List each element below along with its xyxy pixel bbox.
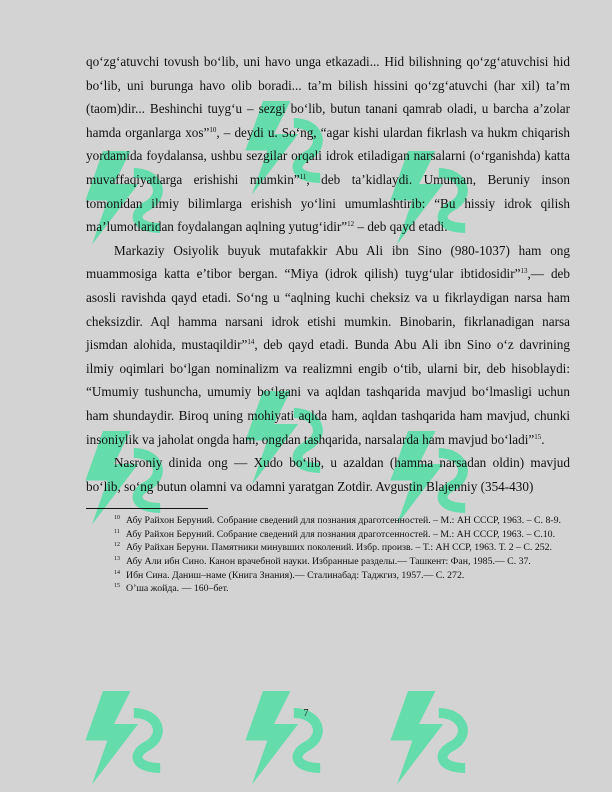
- footnote-reference[interactable]: 14: [247, 338, 255, 347]
- footnotes: [86, 514, 570, 596]
- paragraph-text: , – deydi u. So‘ng, “agar kishi ulardan fikrlash va hukm chiqarish yordamida foydalansa, ushbu sezgilar orqali idrok etiladigan narsalarni (o‘rganishda) katta muvaffaqiyatlarga erishishi mumkin”: [86, 124, 570, 187]
- footnote: [86, 569, 570, 583]
- footnote: [86, 514, 570, 528]
- watermark-logo-icon: [375, 680, 485, 790]
- document-page: [86, 50, 570, 596]
- paragraph: [86, 50, 570, 239]
- footnote-text: Абу Райхон Беруний. Собрание сведений для познания драготсенностей. – М.: АН СССР, 1963. – С.10.: [125, 528, 556, 540]
- footnote-number: 11: [114, 528, 120, 535]
- footnote-number: 13: [114, 556, 120, 563]
- footnote-text: Абу Райхон Беруний. Собрание сведений для познания драготсенностей. – М.: АН СССР, 1963. – С. 8-9.: [126, 515, 561, 527]
- paragraph-text: qo‘zg‘atuvchi tovush bo‘lib, uni havo unga etkazadi... Hid bilishning qo‘zg‘atuvchisi hid bo‘lib, uni burunga havo olib boradi... ta’m bilish hissini qo‘zg‘atuvchi (har xil) ta’m (taom)dir... Beshinchi tuyg‘u – sezgi bo‘lib, butun tanani qamrab oladi, u barcha a’zolar hamda organlarga xos”: [86, 54, 570, 140]
- paragraph-text: .: [541, 431, 545, 447]
- paragraph-text: ,— deb asosli ravishda qayd etadi. So‘ng u “aqlning kuchi cheksiz va u fikrlaydigan narsa ham cheksizdir. Aql hamma narsani idrok etishi mumkin. Binobarin, fikrlanadigan narsa jismdan alohida, mustaqildir”: [86, 266, 570, 353]
- paragraph-text: , deb ta’kidlaydi. Umuman, Beruniy inson tomonidan ilmiy bilimlarga erishish yo‘lini umumlashtirib: “Bu hissiy idrok qilish ma’lumotlaridan foydalangan aqlning yutug‘idir”: [86, 171, 571, 235]
- footnote-reference[interactable]: 15: [534, 432, 542, 441]
- footnote-divider: [86, 508, 208, 509]
- watermark-logo-icon: [70, 680, 180, 790]
- paragraph-text: Nasroniy dinida ong — Xudo bo‘lib, u azaldan (hamma narsadan oldin) mavjud bo‘lib, so‘ng butun olamni va odamni yaratgan Zotdir. Avgustin Blajenniy (354-430): [86, 455, 570, 494]
- footnote-text: Абу Али ибн Сино. Канон врачебной науки. Избранные разделы.— Ташкент: Фан, 1985.— С. 37.: [126, 556, 531, 568]
- footnote: [86, 582, 570, 596]
- footnote-reference[interactable]: 13: [520, 267, 528, 276]
- paragraph-text: – deb qayd etadi.: [354, 219, 448, 235]
- page-number: 7: [303, 708, 309, 719]
- footnote-text: Ибн Сина. Даниш–наме (Книга Знания).— Сталинабад: Таджгиз, 1957.— С. 272.: [126, 569, 465, 581]
- body-text: [86, 50, 570, 498]
- paragraph: [86, 239, 570, 451]
- footnote-reference[interactable]: 12: [347, 220, 355, 229]
- footnote-text: Абу Райхан Беруни. Памятники минувших поколений. Избр. произв. – Т.: АН ССР, 1963. Т. 2 – С. 252.: [126, 542, 552, 554]
- footnote: [86, 528, 570, 542]
- footnote: [86, 541, 570, 555]
- footnote: [86, 555, 570, 569]
- footnote-text: O’ша жойда. — 160–бет.: [126, 583, 229, 595]
- watermark-logo-icon: [230, 680, 340, 790]
- footnote-number: 14: [114, 569, 120, 576]
- paragraph-text: , deb qayd etadi. Bunda Abu Ali ibn Sino o‘z davrining ilmiy oqimlari bo‘lgan nominalizm va realizmni engib o‘tib, ularni bir, deb hisoblaydi: “Umumiy tushuncha, umumiy bo‘lgani va aqldan tashqarida mavjud bo‘lmasligi uchun ham shundaydir. Biroq uning mohiyati aqlda ham, aqldan tashqarida ham mavjud, chunki insoniylik va jaholat ongda ham, ongdan tashqarida, narsalarda ham mavjud bo‘ladi”: [86, 337, 570, 447]
- footnote-number: 15: [114, 583, 120, 590]
- paragraph-text: Markaziy Osiyolik buyuk mutafakkir Abu Ali ibn Sino (980-1037) ham ong muammosiga katta e’tibor bergan. “Miya (idrok qilish) tuyg‘ular ibtidosidir”: [86, 242, 570, 282]
- footnote-number: 12: [114, 542, 120, 549]
- footnote-reference[interactable]: 10: [209, 125, 217, 134]
- paragraph: [86, 451, 570, 498]
- footnote-number: 10: [114, 515, 120, 522]
- footnote-reference[interactable]: 11: [299, 172, 307, 181]
